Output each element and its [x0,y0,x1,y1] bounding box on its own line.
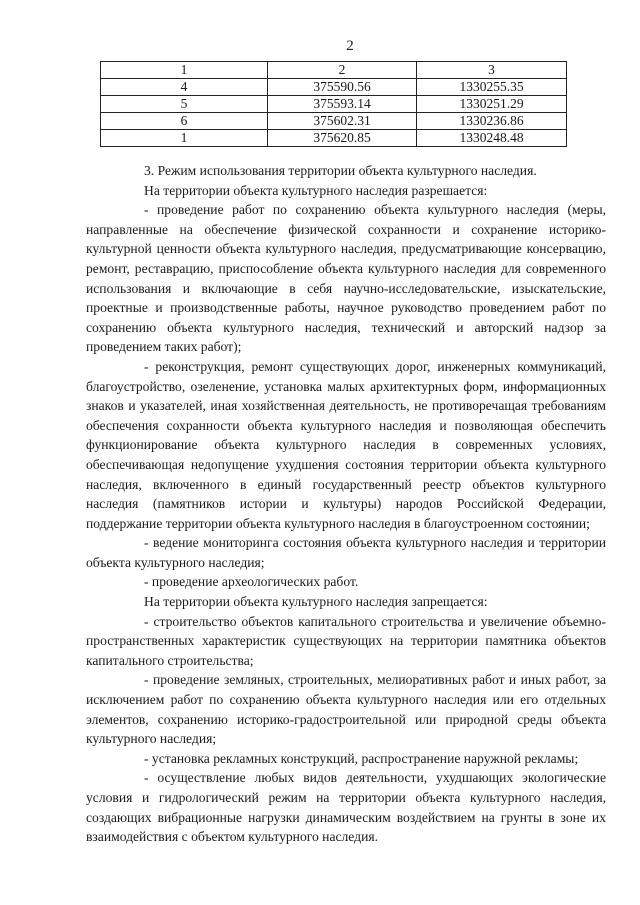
document-body [86,161,606,847]
coordinates-table [100,61,567,147]
table-cell-y: 1330251.29 [417,96,567,113]
permitted-item: - проведение работ по сохранению объекта культурного наследия (меры, направленные на обеспечение физической сохранности и сохранение историко-культурной ценности объекта культурного наследия, предусматривающие консервацию, ремонт, реставрацию, приспособление объекта культурного наследия для современного использования и включающие в себя научно-исследовательские, изыскательские, проектные и производственные работы, научное руководство проведением работ по сохранению объекта культурного наследия, технический и авторский надзор за проведением таких работ); [86,202,606,355]
table-cell-point: 1 [101,130,268,147]
prohibited-item: - проведение земляных, строительных, мелиоративных работ и иных работ, за исключением работ по сохранению объекта культурного наследия или его отдельных элементов, сохранению историко-градостроительной или природной среды объекта культурного наследия; [86,672,606,747]
prohibited-item: - установка рекламных конструкций, распространение наружной рекламы; [144,750,579,766]
table-cell-point: 5 [101,96,268,113]
table-header-row [101,62,567,79]
table-cell-x: 375590.56 [268,79,417,96]
table-header-cell: 2 [268,62,417,79]
prohibited-item: - строительство объектов капитального строительства и увеличение объемно-пространственных характеристик существующих на территории памятника объектов капитального строительства; [86,613,606,668]
paragraph-permitted-intro: На территории объекта культурного наследия разрешается: [144,182,488,198]
permitted-item: - реконструкция, ремонт существующих дорог, инженерных коммуникаций, благоустройство, озеленение, установка малых архитектурных форм, информационных знаков и указателей, иная хозяйственная деятельность, не противоречащая требованиям обеспечения сохранности объекта культурного наследия и позволяющая обеспечить функционирование объекта культурного наследия в современных условиях, обеспечивающая недопущение ухудшения состояния территории объекта культурного наследия, включенного в единый государственный реестр объектов культурного наследия (памятников истории и культуры) народов Российской Федерации, поддержание территории объекта культурного наследия в благоустроенном состоянии; [86,358,606,531]
table-row [101,113,567,130]
table-cell-point: 6 [101,113,268,130]
prohibited-item: - осуществление любых видов деятельности, ухудшающих экологические условия и гидрологический режим на территории объекта культурного наследия, создающих вибрационные нагрузки динамическим воздействием на грунты в зоне их взаимодействия с объектом культурного наследия. [86,770,606,845]
table-cell-y: 1330248.48 [417,130,567,147]
table-row [101,130,567,147]
table-row [101,96,567,113]
table-cell-point: 4 [101,79,268,96]
permitted-item: - ведение мониторинга состояния объекта культурного наследия и территории объекта культурного наследия; [86,535,606,570]
permitted-item: - проведение археологических работ. [144,574,359,590]
table-row [101,79,567,96]
table-header-cell: 3 [417,62,567,79]
section-heading: 3. Режим использования территории объекта культурного наследия. [144,163,537,178]
table-cell-x: 375593.14 [268,96,417,113]
table-cell-y: 1330236.86 [417,113,567,130]
table-header-cell: 1 [101,62,268,79]
table-cell-x: 375620.85 [268,130,417,147]
table-cell-x: 375602.31 [268,113,417,130]
table-cell-y: 1330255.35 [417,79,567,96]
page-number: 2 [346,38,354,54]
paragraph-prohibited-intro: На территории объекта культурного наследия запрещается: [144,594,488,610]
